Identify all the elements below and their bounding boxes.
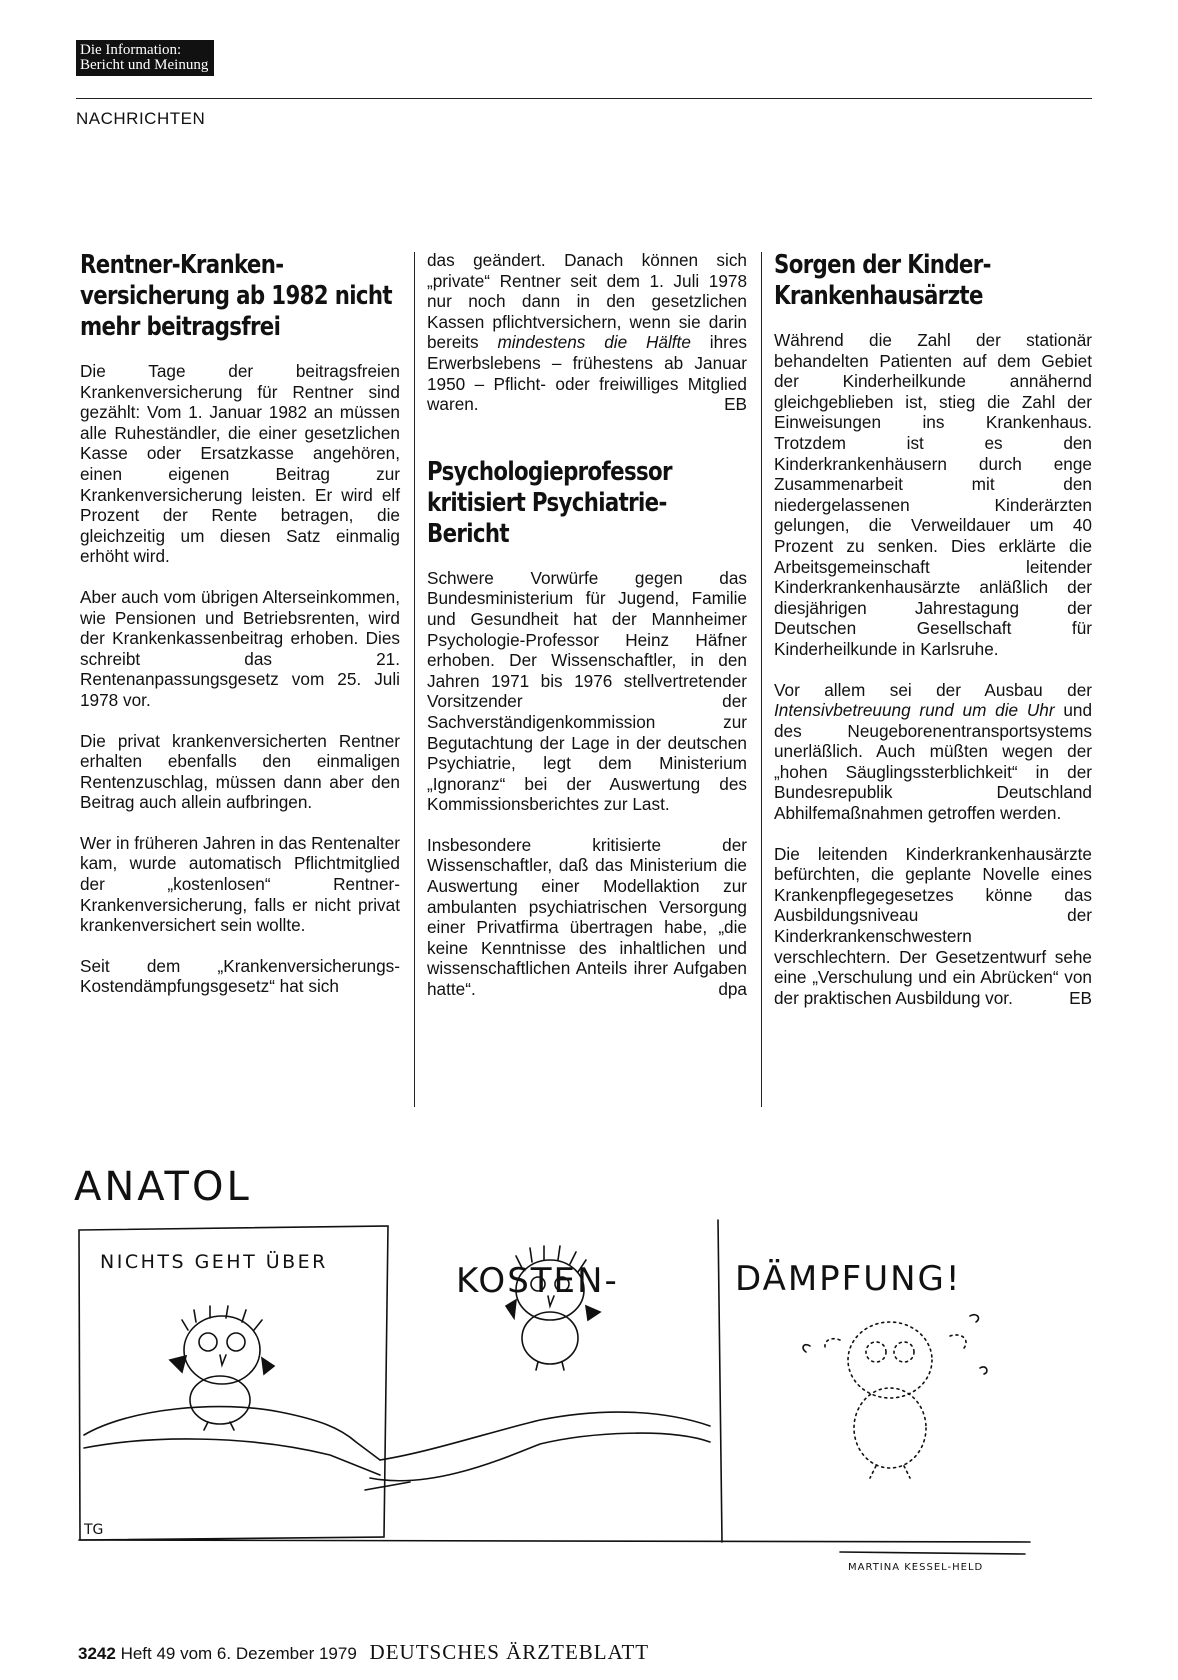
text-run: und des Neugeborenentransportsystems unerläßlich. Auch müßten wegen der „hohen Säuglingssterblichkeit“ in der Bundesrepublik Deutschland Abhilfemaßnahmen getroffen werden.: [774, 700, 1093, 824]
article1-paragraph: Aber auch vom übrigen Alterseinkommen, wie Pensionen und Betriebsrenten, wird der Krankenkassenbeitrag erhoben. Dies schreibt das 21. Rentenanpassungsgesetz vom 25. Juli 1978 vor.: [80, 586, 400, 710]
credit-underline: [840, 1552, 1025, 1554]
page-number: 3242: [78, 1644, 116, 1663]
text-run: Vor allem sei der Ausbau der: [774, 679, 1092, 700]
text-run: ihres Erwerbslebens – frühestens ab Januar 1950 – Pflicht- oder freiwilliges Mitglied waren.: [427, 332, 748, 415]
cartoon-strip: [70, 1160, 1100, 1620]
article3-title: Sorgen der Kinder-Krankenhausärzte: [774, 250, 991, 311]
page-footer: [78, 1640, 649, 1665]
article1-continuation: [427, 250, 747, 415]
header-rule: [76, 98, 1092, 99]
article2-paragraph: [427, 835, 747, 1000]
branch-middle: [380, 1412, 710, 1460]
emphasis-text: mindestens die Hälfte: [497, 332, 691, 353]
column-3: [774, 250, 1092, 1008]
text-run: Insbesondere kritisierte der Wissenschaftler, daß das Ministerium die Auswertung einer Modellaktion zur ambulanten psychiatrischen Versorgung einer Privatfirma übertragen habe, „die keine Kenntnisse des inhaltlichen und wissenschaftlichen Anteils ihrer Aufgaben hatte“.: [427, 834, 747, 1000]
cartoon-initials: TG: [84, 1522, 104, 1538]
cartoon-credit: MARTINA KESSEL-HELD: [848, 1562, 984, 1573]
issue-info: Heft 49 vom 6. Dezember 1979: [120, 1644, 357, 1663]
cartoon-panel-divider: [718, 1220, 722, 1542]
owl-1: [170, 1306, 274, 1430]
article1-signature: EB: [724, 394, 747, 415]
article3-paragraph: [774, 680, 1092, 824]
column-1: [80, 250, 400, 997]
article2-signature: dpa: [718, 979, 747, 1000]
cartoon-panel1-text: NICHTS GEHT ÜBER: [100, 1251, 328, 1273]
article3-signature: EB: [1069, 987, 1092, 1008]
article1-paragraph: Die privat krankenversicherten Rentner erhalten ebenfalls den einmaligen Rentenzuschlag, müssen dann aber den Beitrag auch allein aufbringen.: [80, 730, 400, 813]
section-badge: [76, 40, 214, 76]
column-2: [427, 250, 747, 1000]
article1-paragraph: Die Tage der beitragsfreien Krankenversicherung für Rentner sind gezählt: Vom 1. Januar 1982 an müssen alle Ruheständler, die einer gesetzlichen Kasse oder Ersatzkasse angehören, einen eigenen Beitrag zur Krankenversicherung leisten. Er wird elf Prozent der Rente betragen, die gleichzeitig um diesen Satz einmalig erhöht wird.: [80, 361, 400, 567]
cartoon-panel2-text: KOSTEN-: [456, 1261, 619, 1301]
article1-paragraph: Wer in früheren Jahren in das Rentenalter kam, wurde automatisch Pflichtmitglied der „kostenlosen“ Rentner-Krankenversicherung, falls er nicht privat krankenversichert sein wollte.: [80, 832, 400, 936]
article3-paragraph: [774, 844, 1092, 1009]
article3-paragraph: Während die Zahl der stationär behandelten Patienten auf dem Gebiet der Kinderheilkunde annähernd gleichgeblieben ist, stieg die Zahl der Einweisungen ins Krankenhaus. Trotzdem ist es den Kinderkrankenhäusern durch enge Zusammenarbeit mit den niedergelassenen Kinderärzten gelungen, die Verweildauer um 40 Prozent zu senken. Dies erklärte die Arbeitsgemeinschaft leitender Kinderkrankenhausärzte anläßlich der diesjährigen Jahrestagung der Deutschen Gesellschaft für Kinderheilkunde in Karlsruhe.: [774, 330, 1092, 659]
owl-3: [825, 1322, 966, 1478]
section-badge-line2: Bericht und Meinung: [80, 57, 209, 73]
column-divider: [414, 252, 415, 1107]
cartoon-panel3-text: DÄMPFUNG!: [735, 1259, 962, 1299]
branch-left: [84, 1407, 380, 1460]
journal-name: DEUTSCHES ÄRZTEBLATT: [369, 1640, 650, 1664]
section-badge-line1: Die Information:: [80, 42, 182, 58]
section-label: NACHRICHTEN: [76, 109, 206, 128]
article2-title: Psychologieprofessor kritisiert Psychiatrie-Bericht: [427, 456, 672, 549]
cartoon-ground-line: [79, 1540, 1030, 1542]
column-divider: [761, 252, 762, 1107]
text-run: das geändert. Danach können sich „private“ Rentner seit dem 1. Juli 1978 nur noch dann in den gesetzlichen Kassen pflichtversichern, wenn sie darin bereits: [427, 250, 747, 353]
article1-paragraph: Seit dem „Krankenversicherungs-Kostendämpfungsgesetz“ hat sich: [80, 955, 400, 997]
text-run: Die leitenden Kinderkrankenhausärzte befürchten, die geplante Novelle eines Krankenpflegegesetzes könne das Ausbildungsniveau der Kinderkrankenschwestern verschlechtern. Der Gesetzentwurf sehe eine „Verschulung und ein Abrücken“ von der praktischen Ausbildung vor.: [774, 843, 1092, 1008]
article1-title: Rentner-Kranken-versicherung ab 1982 nicht mehr beitragsfrei: [80, 250, 392, 342]
article2-paragraph: Schwere Vorwürfe gegen das Bundesministerium für Jugend, Familie und Gesundheit hat der Mannheimer Psychologie-Professor Heinz Häfner erhoben. Der Wissenschaftler, in den Jahren 1971 bis 1976 stellvertretender Vorsitzender der Sachverständigenkommission zur Begutachtung der Lage in der deutschen Psychiatrie, legt dem Ministerium „Ignoranz“ bei der Auswertung des Kommissionsberichtes zur Last.: [427, 567, 747, 815]
cartoon-title: ANATOL: [74, 1164, 252, 1210]
emphasis-text: Intensivbetreuung rund um die Uhr: [774, 700, 1055, 721]
